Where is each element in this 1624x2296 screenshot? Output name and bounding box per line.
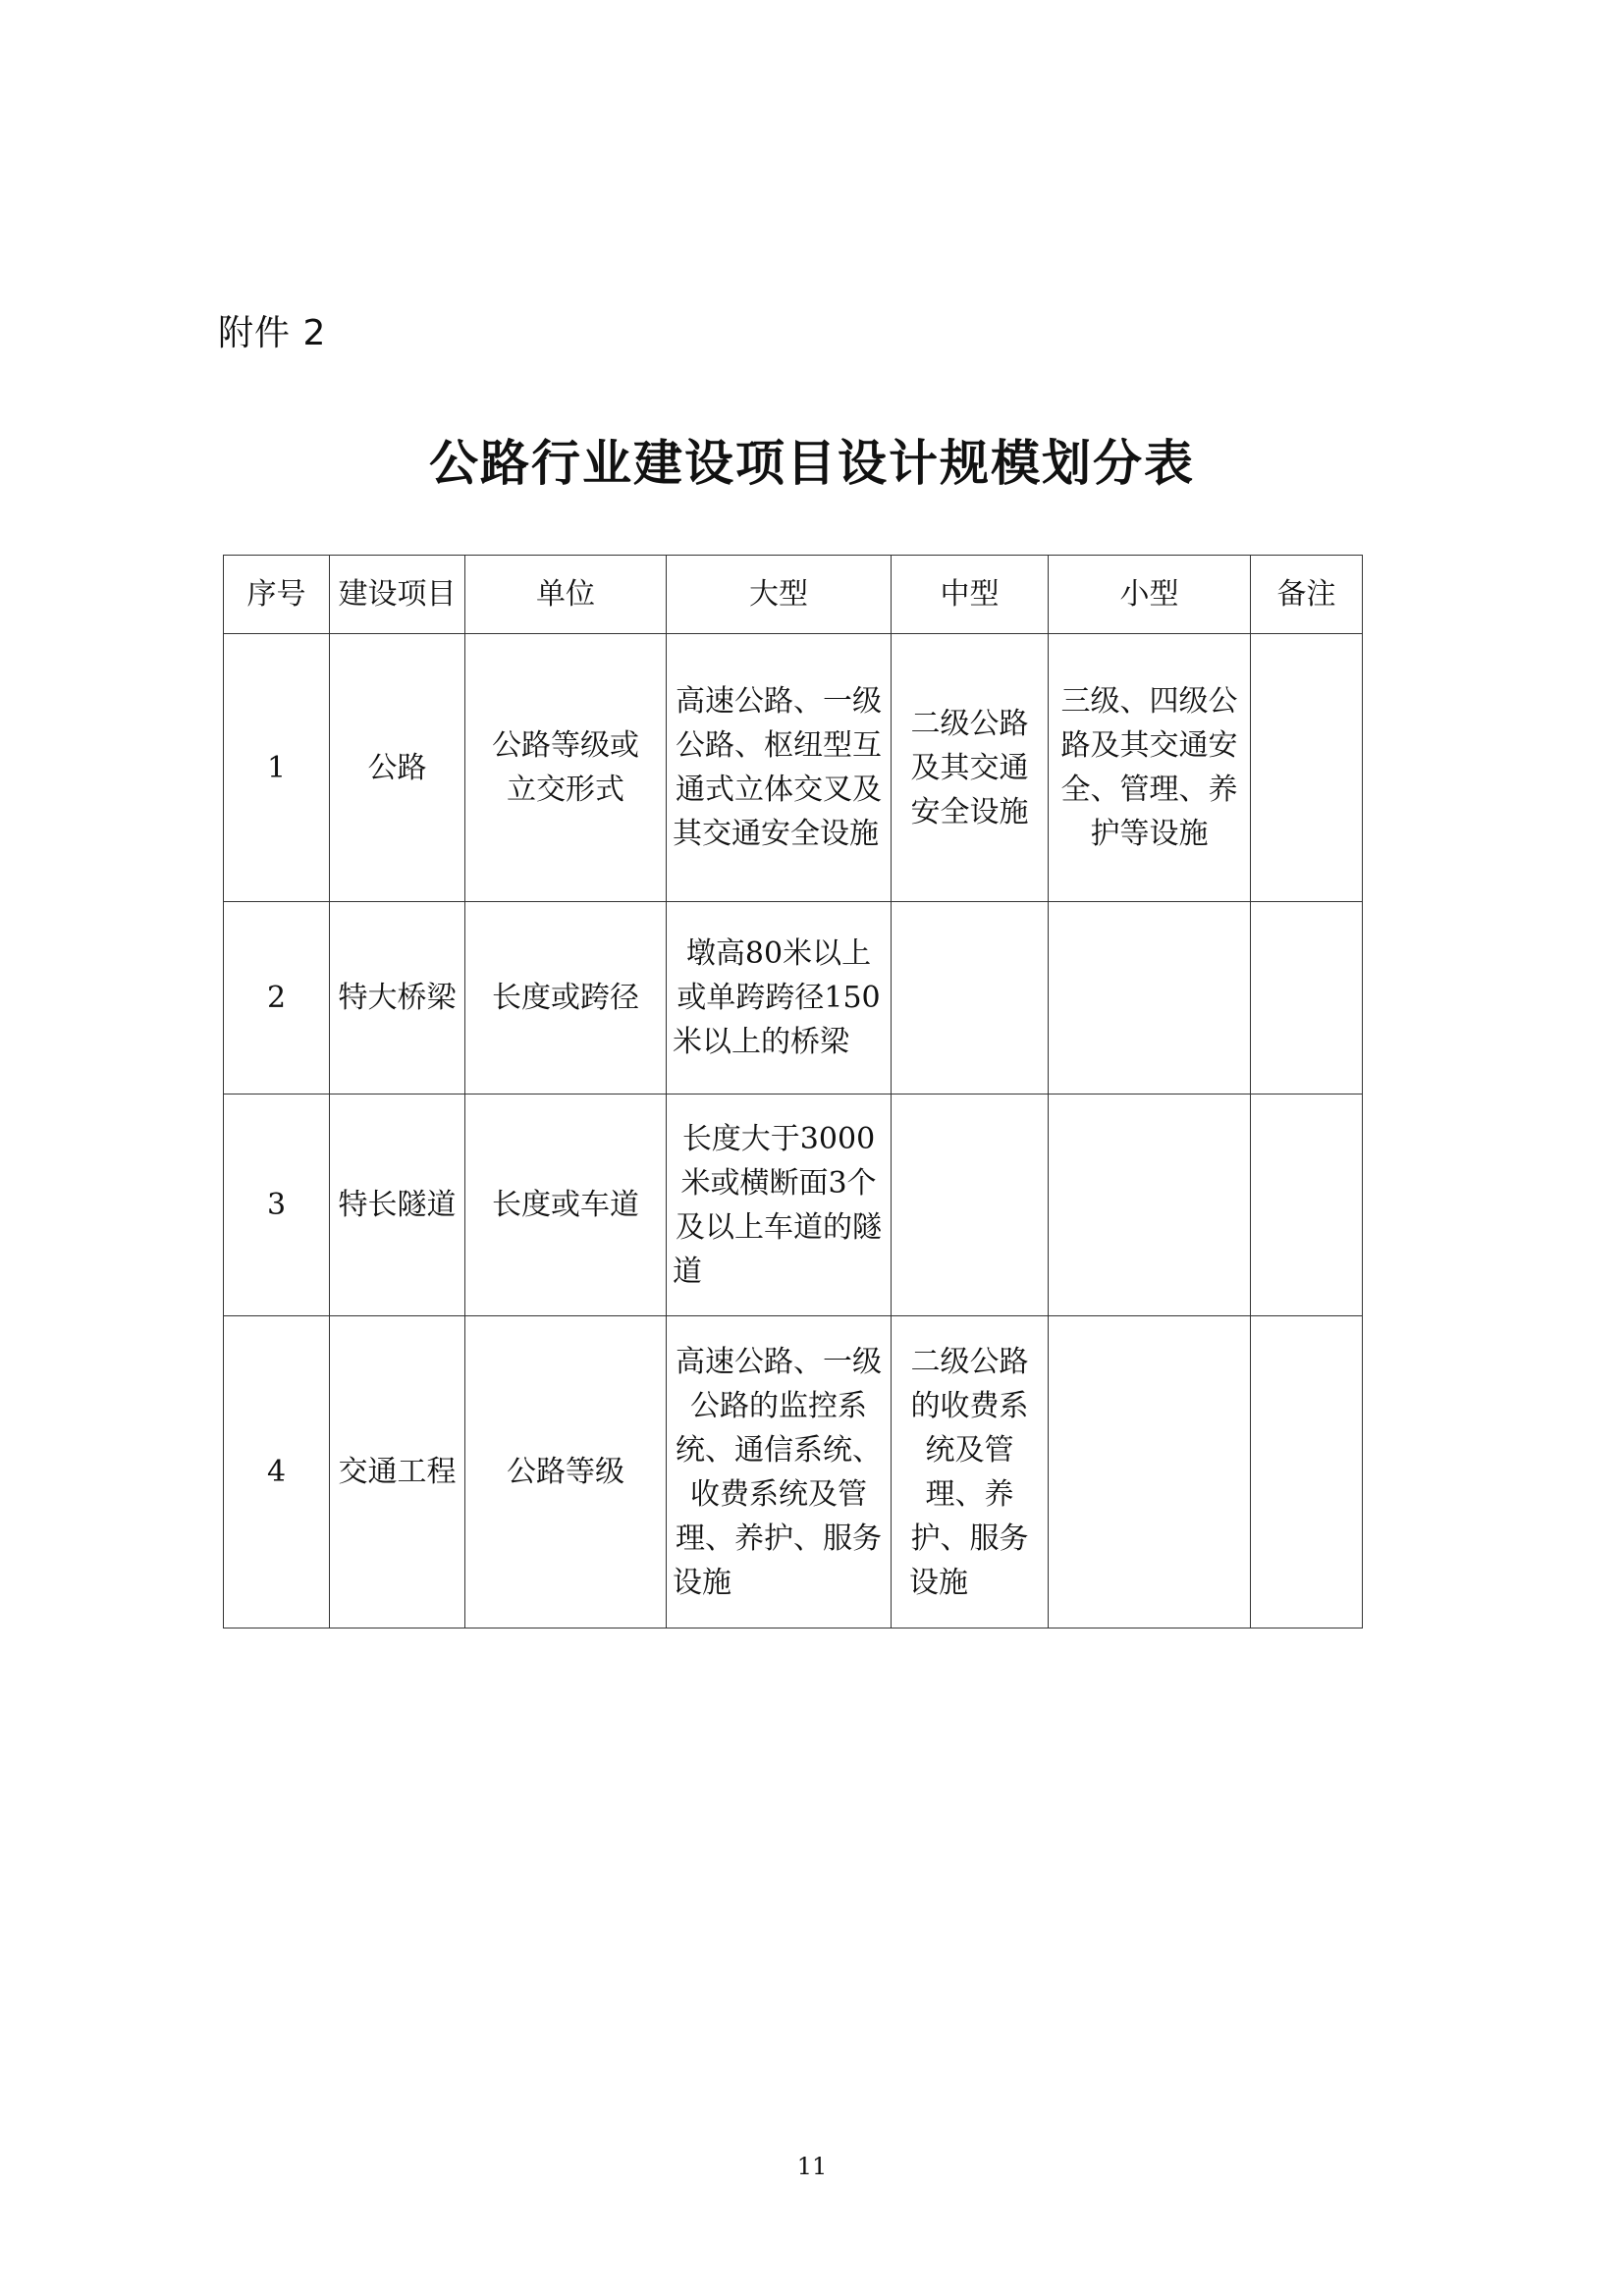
cell-remark — [1251, 634, 1363, 902]
cell-index: 3 — [224, 1095, 330, 1316]
cell-unit: 长度或车道 — [465, 1095, 667, 1316]
table-row — [224, 1095, 1363, 1316]
table-row — [224, 902, 1363, 1095]
cell-index: 4 — [224, 1316, 330, 1629]
cell-project: 公路 — [330, 634, 465, 902]
table-header-row — [224, 556, 1363, 634]
cell-large: 长度大于3000米或横断面3个及以上车道的隧道 — [667, 1095, 892, 1316]
cell-project: 特长隧道 — [330, 1095, 465, 1316]
table-row — [224, 1316, 1363, 1629]
cell-small — [1049, 1095, 1251, 1316]
header-index: 序号 — [224, 556, 330, 634]
cell-unit: 公路等级或立交形式 — [465, 634, 667, 902]
page-number: 11 — [796, 2153, 828, 2180]
cell-small — [1049, 902, 1251, 1095]
header-medium: 中型 — [892, 556, 1049, 634]
cell-project: 交通工程 — [330, 1316, 465, 1629]
cell-remark — [1251, 1095, 1363, 1316]
cell-medium — [892, 902, 1049, 1095]
cell-small: 三级、四级公路及其交通安全、管理、养护等设施 — [1049, 634, 1251, 902]
page-title: 公路行业建设项目设计规模划分表 — [429, 435, 1195, 492]
cell-small — [1049, 1316, 1251, 1629]
cell-remark — [1251, 902, 1363, 1095]
header-large: 大型 — [667, 556, 892, 634]
cell-remark — [1251, 1316, 1363, 1629]
table-row — [224, 634, 1363, 902]
cell-medium: 二级公路及其交通安全设施 — [892, 634, 1049, 902]
cell-project: 特大桥梁 — [330, 902, 465, 1095]
cell-unit: 长度或跨径 — [465, 902, 667, 1095]
scale-classification-table — [223, 555, 1363, 1629]
cell-unit: 公路等级 — [465, 1316, 667, 1629]
cell-index: 1 — [224, 634, 330, 902]
cell-medium — [892, 1095, 1049, 1316]
header-project: 建设项目 — [330, 556, 465, 634]
header-unit: 单位 — [465, 556, 667, 634]
cell-medium: 二级公路的收费系统及管理、养护、服务设施 — [892, 1316, 1049, 1629]
cell-large: 高速公路、一级公路、枢纽型互通式立体交叉及其交通安全设施 — [667, 634, 892, 902]
header-remark: 备注 — [1251, 556, 1363, 634]
attachment-label: 附件 2 — [218, 313, 327, 353]
cell-large: 高速公路、一级公路的监控系统、通信系统、收费系统及管理、养护、服务设施 — [667, 1316, 892, 1629]
cell-large: 墩高80米以上或单跨跨径150米以上的桥梁 — [667, 902, 892, 1095]
cell-index: 2 — [224, 902, 330, 1095]
header-small: 小型 — [1049, 556, 1251, 634]
